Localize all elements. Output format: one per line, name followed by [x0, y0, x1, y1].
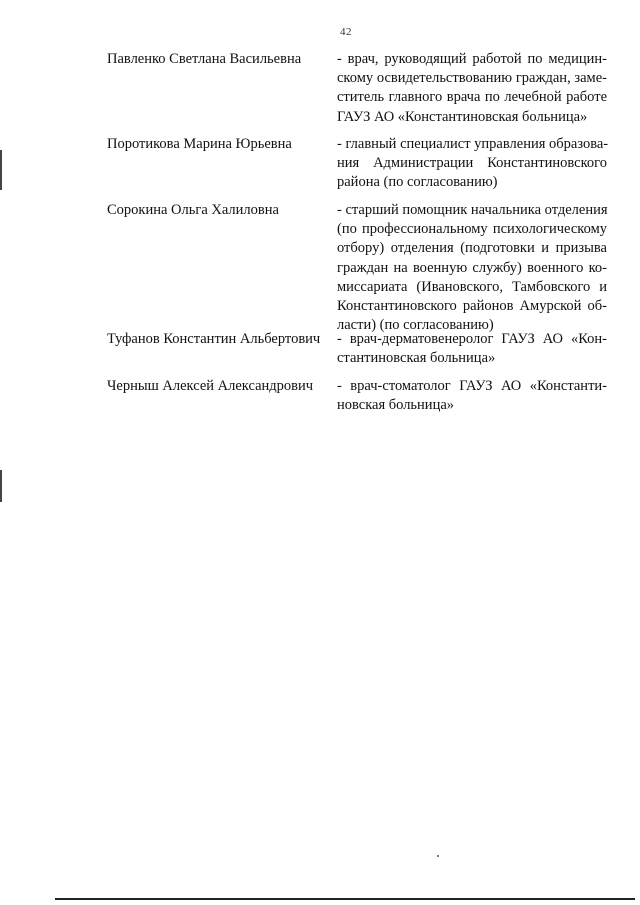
member-position	[337, 50, 607, 127]
position-line: Константиновского районов Амурской об-	[337, 298, 607, 315]
position-line: - врач, руководящий работой по медицин-	[337, 51, 607, 67]
position-line: стантиновская больница»	[337, 350, 496, 367]
position-line: - главный специалист управления образова-	[337, 136, 609, 152]
member-position	[337, 377, 607, 415]
scan-edge-mark	[0, 150, 2, 190]
page-number: 42	[340, 26, 352, 38]
member-name: Туфанов Константин Альбертович	[107, 331, 321, 347]
member-name: Павленко Светлана Васильевна	[107, 51, 302, 67]
member-position	[337, 201, 607, 335]
position-line: района (по согласованию)	[337, 174, 498, 191]
position-line: ГАУЗ АО «Константиновская больница»	[337, 108, 588, 125]
position-line: отбору) отделения (подготовки и призыва	[337, 240, 607, 257]
position-line: миссариата (Ивановского, Тамбовского и	[337, 278, 607, 295]
member-position	[337, 135, 607, 193]
position-line: - врач-стоматолог ГАУЗ АО «Константи-	[337, 378, 607, 394]
member-name: Сорокина Ольга Халиловна	[107, 202, 279, 218]
position-line: (по профессиональному психологическому	[337, 221, 607, 238]
member-position	[337, 330, 607, 368]
member-name: Черныш Алексей Александрович	[107, 378, 314, 394]
position-line: ласти) (по согласованию)	[337, 317, 494, 334]
position-line: граждан на военную службу) военного ко-	[337, 259, 607, 276]
position-line: ститель главного врача по лечебной работе	[337, 89, 607, 106]
position-line: ния Администрации Константиновского	[337, 155, 607, 172]
scan-speck	[437, 855, 439, 857]
position-line: - врач-дерматовенеролог ГАУЗ АО «Кон-	[337, 331, 607, 347]
position-line: скому освидетельствованию граждан, заме-	[337, 70, 607, 87]
member-name: Поротикова Марина Юрьевна	[107, 136, 292, 152]
position-line: - старший помощник начальника отделения	[337, 202, 608, 218]
scan-bottom-edge	[55, 898, 635, 900]
position-line: новская больница»	[337, 397, 455, 414]
scan-edge-mark	[0, 470, 2, 502]
